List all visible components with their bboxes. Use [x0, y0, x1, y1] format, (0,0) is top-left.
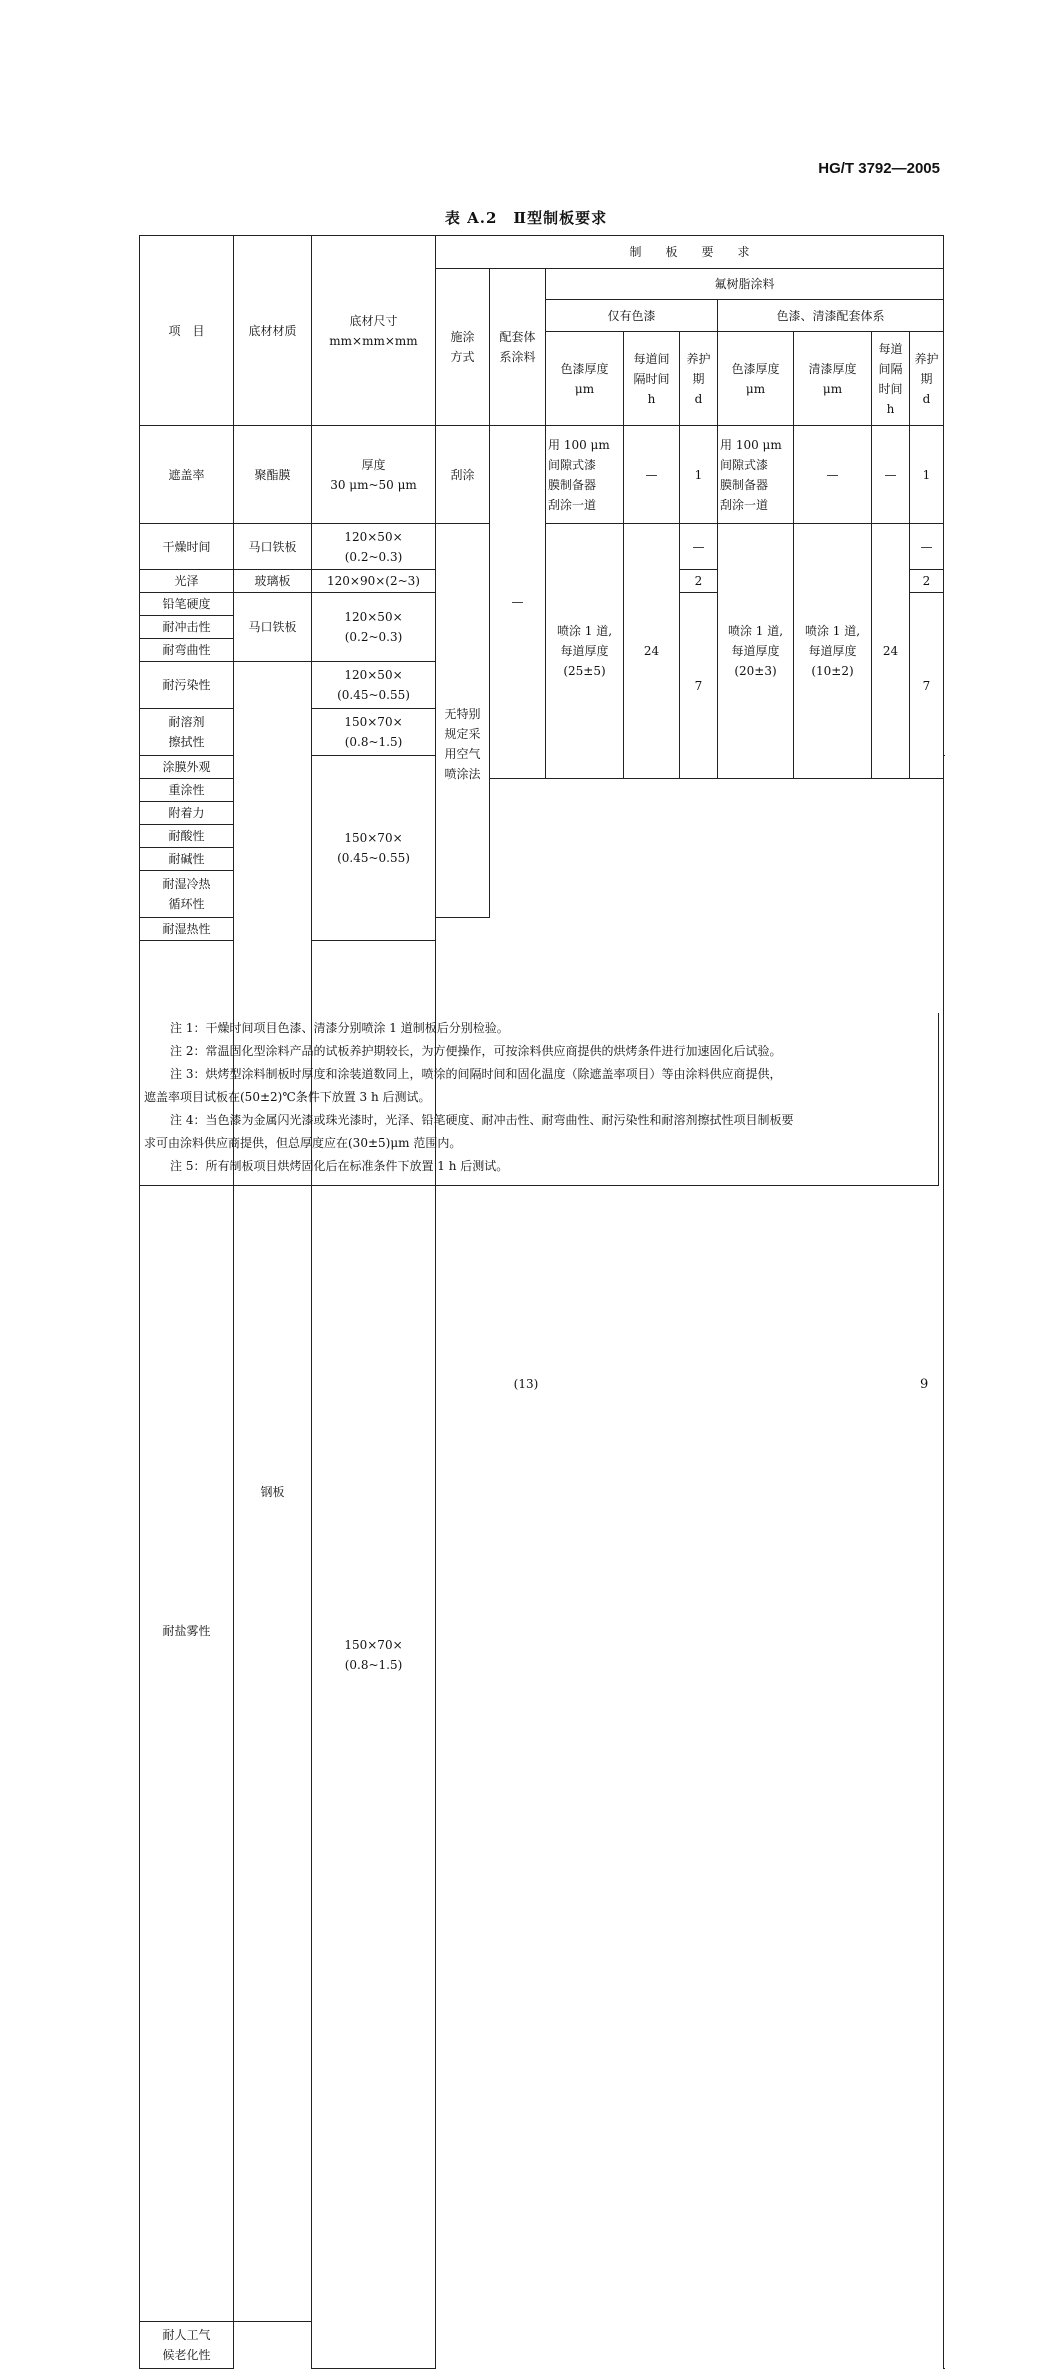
table-row-item: 耐湿热性 — [140, 918, 234, 941]
header-color-thickness-2: 色漆厚度 μm — [718, 332, 794, 426]
steel-material: 钢板 — [234, 662, 312, 2322]
note-4-cont: 求可由涂料供应商提供，但总厚度应在(30±5)μm 范围内。 — [144, 1136, 462, 1150]
cover-cure-2: 1 — [910, 426, 944, 524]
system-dash: — — [490, 426, 546, 779]
header-combo: 色漆、清漆配套体系 — [718, 300, 944, 332]
table-row-item: 耐人工气 候老化性 — [140, 2322, 234, 2369]
table-row-item: 光泽 — [140, 570, 234, 593]
table-cell-size: 120×50× (0.45~0.55) — [312, 662, 436, 709]
page-number: 9 — [920, 1377, 929, 1392]
table-row-item: 耐溶剂 擦拭性 — [140, 709, 234, 756]
note-3-cont: 遮盖率项目试板在(50±2)℃条件下放置 3 h 后测试。 — [144, 1090, 431, 1104]
table-row-item: 遮盖率 — [140, 426, 234, 524]
steel-size-1: 150×70× (0.45~0.55) — [312, 756, 436, 941]
header-size: 底材尺寸 mm×mm×mm — [312, 236, 436, 426]
spray-combo-varnish: 喷涂 1 道, 每道厚度 (10±2) — [794, 524, 872, 779]
note-3: 注 3：烘烤型涂料制板时厚度和涂装道数同上，喷涂的间隔时间和固化温度（除遮盖率项目）等由涂料供应商提供， — [170, 1067, 782, 1081]
table-row-item: 附着力 — [140, 802, 234, 825]
dry-cure: — — [680, 524, 718, 570]
table-row-item: 耐盐雾性 — [140, 941, 234, 2322]
spray-cure: 7 — [680, 593, 718, 779]
table-row-item: 耐冲击性 — [140, 616, 234, 639]
table-row-item: 耐湿冷热 循环性 — [140, 871, 234, 918]
footer-sequence: (13) — [513, 1377, 539, 1391]
table-row-item: 涂膜外观 — [140, 756, 234, 779]
cover-combo-process: 用 100 μm 间隙式漆 膜制备器 刮涂一道 — [718, 426, 794, 524]
cover-interval: — — [624, 426, 680, 524]
header-interval-2: 每道 间隔 时间 h — [872, 332, 910, 426]
spray-cure-2: 7 — [910, 593, 944, 779]
header-material: 底材材质 — [234, 236, 312, 426]
table-title: 表 A.2 Ⅱ型制板要求 — [444, 209, 608, 227]
header-method: 施涂 方式 — [436, 269, 490, 426]
header-varnish-thickness: 清漆厚度 μm — [794, 332, 872, 426]
table-cell-material: 马口铁板 — [234, 524, 312, 570]
spray-color-process: 喷涂 1 道, 每道厚度 (25±5) — [546, 524, 624, 779]
cover-varnish: — — [794, 426, 872, 524]
header-requirements: 制 板 要 求 — [436, 236, 944, 269]
spray-interval: 24 — [624, 524, 680, 779]
gloss-cure: 2 — [680, 570, 718, 593]
note-2: 注 2：常温固化型涂料产品的试板养护期较长，为方便操作，可按涂料供应商提供的烘烤条件进行加速固化后试验。 — [170, 1044, 782, 1058]
table-cell-method: 刮涂 — [436, 426, 490, 524]
table-cell-size: 120×50× (0.2~0.3) — [312, 593, 436, 662]
table-row-item: 耐弯曲性 — [140, 639, 234, 662]
cover-cure: 1 — [680, 426, 718, 524]
table-row-item: 耐污染性 — [140, 662, 234, 709]
spray-combo-color: 喷涂 1 道, 每道厚度 (20±3) — [718, 524, 794, 779]
header-cure-2: 养护 期 d — [910, 332, 944, 426]
table-cell-size: 厚度 30 μm~50 μm — [312, 426, 436, 524]
steel-size-2: 150×70× (0.8~1.5) — [312, 941, 436, 2369]
header-interval: 每道间 隔时间 h — [624, 332, 680, 426]
gloss-cure-2: 2 — [910, 570, 944, 593]
cover-interval-2: — — [872, 426, 910, 524]
note-4: 注 4：当色漆为金属闪光漆或珠光漆时，光泽、铅笔硬度、耐冲击性、耐弯曲性、耐污染性和耐溶剂擦拭性项目制板要 — [170, 1113, 794, 1127]
note-5: 注 5：所有制板项目烘烤固化后在标准条件下放置 1 h 后测试。 — [170, 1159, 509, 1173]
header-color-thickness: 色漆厚度 μm — [546, 332, 624, 426]
spray-interval-2: 24 — [872, 524, 910, 779]
table-cell-size: 150×70× (0.8~1.5) — [312, 709, 436, 756]
header-item: 项 目 — [140, 236, 234, 426]
table-cell-material: 马口铁板 — [234, 593, 312, 662]
table-cell-size: 120×50× (0.2~0.3) — [312, 524, 436, 570]
table-cell-material: 玻璃板 — [234, 570, 312, 593]
table-row-item: 干燥时间 — [140, 524, 234, 570]
header-cure: 养护 期 d — [680, 332, 718, 426]
air-spray-method: 无特别 规定采 用空气 喷涂法 — [436, 524, 490, 918]
table-row-item: 耐酸性 — [140, 825, 234, 848]
table-cell-size: 120×90×(2~3) — [312, 570, 436, 593]
note-1: 注 1：干燥时间项目色漆、清漆分别喷涂 1 道制板后分别检验。 — [170, 1021, 509, 1035]
dry-cure-2: — — [910, 524, 944, 570]
header-system: 配套体 系涂料 — [490, 269, 546, 426]
header-fluoro: 氟树脂涂料 — [546, 269, 944, 300]
header-only-color: 仅有色漆 — [546, 300, 718, 332]
table-cell-material: 聚酯膜 — [234, 426, 312, 524]
cover-color-process: 用 100 μm 间隙式漆 膜制备器 刮涂一道 — [546, 426, 624, 524]
table-notes — [139, 1013, 939, 1186]
table-row-item: 铅笔硬度 — [140, 593, 234, 616]
standard-code: HG/T 3792—2005 — [818, 160, 940, 177]
table-row-item: 耐碱性 — [140, 848, 234, 871]
table-row-item: 重涂性 — [140, 779, 234, 802]
